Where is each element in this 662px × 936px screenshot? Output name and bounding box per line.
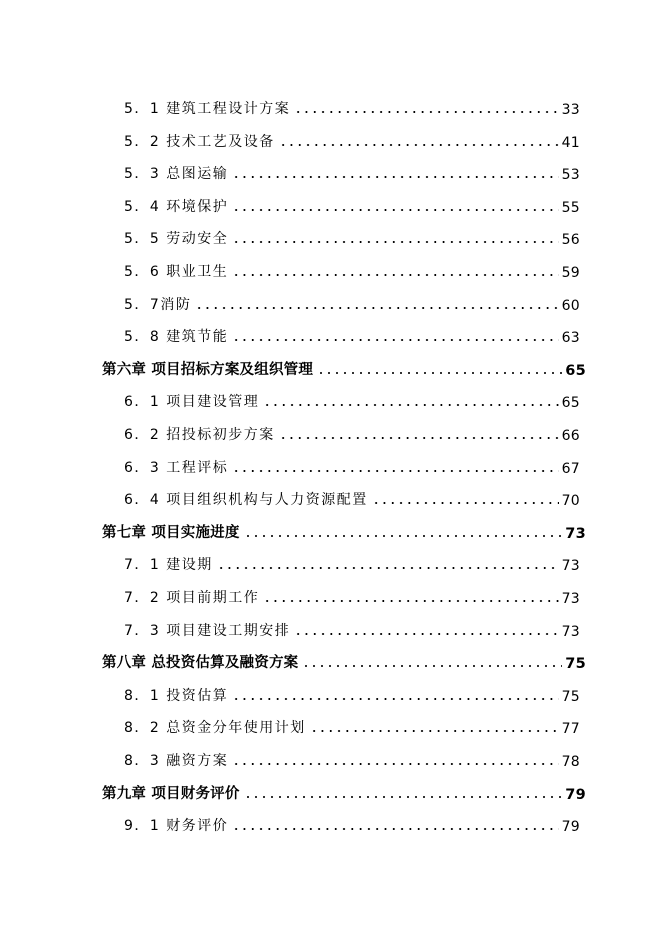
dot-leader (372, 491, 559, 505)
toc-entry-title: 5．3 总图运输 (124, 166, 229, 183)
toc-page-number: 56 (561, 232, 580, 249)
toc-page-number: 66 (561, 428, 580, 444)
toc-page-number: 41 (561, 134, 580, 151)
toc-entry-title: 7．1 建设期 (124, 557, 213, 574)
toc-entry-title: 5．7消防 (124, 296, 192, 313)
toc-chapter-entry[interactable] (102, 646, 586, 672)
toc-entry-title: 5．5 劳动安全 (124, 231, 229, 248)
toc-page-number: 53 (561, 167, 580, 184)
toc-section-entry[interactable] (124, 255, 580, 281)
toc-page-number: 73 (561, 558, 580, 575)
toc-entry-title: 5．2 技术工艺及设备 (124, 133, 275, 150)
toc-chapter-entry[interactable] (102, 516, 586, 542)
toc-page-number: 77 (561, 721, 580, 738)
toc-entry-title: 第六章 项目招标方案及组织管理 (102, 361, 314, 378)
toc-page-number: 75 (565, 656, 586, 673)
toc-section-entry[interactable] (124, 190, 580, 216)
toc-section-entry[interactable] (124, 92, 580, 118)
toc-chapter-entry[interactable] (102, 353, 586, 379)
toc-section-entry[interactable] (124, 288, 580, 314)
toc-page-number: 59 (561, 265, 580, 281)
toc-entry-title: 第八章 总投资估算及融资方案 (102, 655, 299, 672)
toc-section-entry[interactable] (124, 125, 580, 151)
toc-entry-title: 6．2 招投标初步方案 (124, 427, 275, 443)
dot-leader (302, 654, 562, 668)
toc-page-number: 63 (561, 330, 580, 347)
toc-page-number: 78 (561, 754, 580, 770)
dot-leader (232, 328, 558, 342)
toc-entry-title: 6．4 项目组织机构与人力资源配置 (124, 492, 368, 509)
toc-page-number: 33 (561, 102, 580, 118)
toc-entry-title: 5．1 建筑工程设计方案 (124, 101, 291, 117)
toc-section-entry[interactable] (124, 418, 580, 444)
toc-entry-title: 6．3 工程评标 (124, 459, 229, 476)
toc-entry-title: 第七章 项目实施进度 (102, 524, 240, 541)
toc-section-entry[interactable] (124, 744, 580, 770)
dot-leader (217, 556, 559, 570)
toc-page-number: 79 (565, 786, 586, 803)
toc-entry-title: 5．4 环境保护 (124, 198, 229, 215)
toc-page-number: 55 (561, 199, 580, 216)
toc-section-entry[interactable] (124, 809, 580, 835)
dot-leader (232, 198, 558, 212)
toc-page-number: 65 (565, 362, 586, 379)
toc-entry-title: 5．8 建筑节能 (124, 329, 229, 346)
dot-leader (195, 296, 558, 310)
toc-page-number: 73 (565, 525, 586, 542)
toc-page-number: 67 (561, 460, 580, 477)
toc-section-entry[interactable] (124, 320, 580, 346)
toc-section-entry[interactable] (124, 451, 580, 477)
toc-chapter-entry[interactable] (102, 777, 586, 803)
toc-entry-title: 8．1 投资估算 (124, 687, 229, 704)
dot-leader (232, 459, 558, 473)
toc-entry-title: 5．6 职业卫生 (124, 264, 229, 280)
toc-entry-title: 8．2 总资金分年使用计划 (124, 720, 306, 737)
toc-entry-title: 6．1 项目建设管理 (124, 394, 260, 411)
toc-entry-title: 第九章 项目财务评价 (102, 785, 240, 802)
dot-leader (294, 622, 558, 636)
toc-section-entry[interactable] (124, 222, 580, 248)
toc-section-entry[interactable] (124, 385, 580, 411)
toc-page-number: 60 (561, 297, 580, 314)
dot-leader (279, 133, 559, 147)
dot-leader (244, 785, 563, 799)
toc-page-number: 75 (561, 688, 580, 705)
dot-leader (317, 361, 562, 375)
dot-leader (310, 719, 559, 733)
toc-page-number: 65 (561, 395, 580, 412)
dot-leader (232, 752, 558, 766)
dot-leader (232, 165, 558, 179)
dot-leader (263, 589, 558, 603)
dot-leader (232, 817, 558, 831)
toc-section-entry[interactable] (124, 548, 580, 574)
dot-leader (232, 687, 558, 701)
toc-page-number: 73 (561, 623, 580, 640)
dot-leader (232, 263, 558, 277)
dot-leader (244, 524, 563, 538)
toc-section-entry[interactable] (124, 614, 580, 640)
dot-leader (232, 230, 558, 244)
toc-section-entry[interactable] (124, 711, 580, 737)
toc-entry-title: 9．1 财务评价 (124, 818, 229, 835)
toc-page-number: 73 (561, 591, 580, 607)
toc-entry-title: 7．2 项目前期工作 (124, 590, 260, 606)
toc-page-number: 79 (561, 819, 580, 836)
toc-section-entry[interactable] (124, 157, 580, 183)
dot-leader (279, 426, 559, 440)
toc-entry-title: 7．3 项目建设工期安排 (124, 622, 291, 639)
toc-section-entry[interactable] (124, 581, 580, 607)
dot-leader (263, 393, 558, 407)
dot-leader (294, 100, 558, 114)
toc-section-entry[interactable] (124, 483, 580, 509)
toc-section-entry[interactable] (124, 679, 580, 705)
toc-page-number: 70 (561, 493, 580, 510)
toc-entry-title: 8．3 融资方案 (124, 753, 229, 769)
